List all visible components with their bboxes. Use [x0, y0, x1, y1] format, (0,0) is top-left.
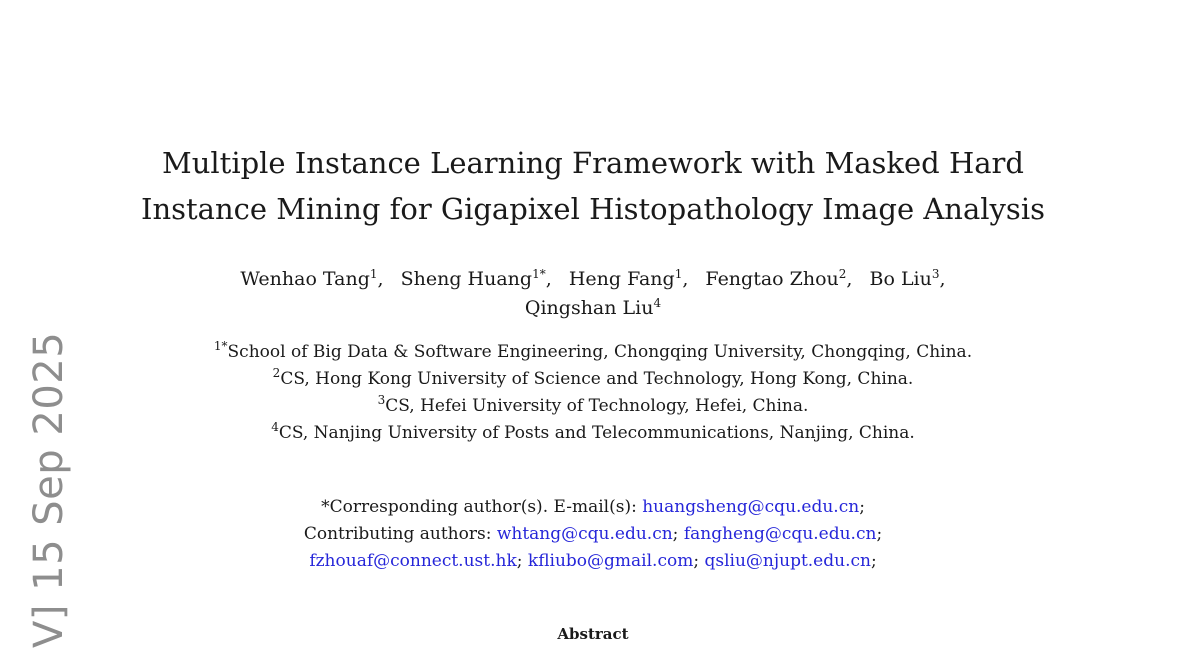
- title-line-2: Instance Mining for Gigapixel Histopathology Image Analysis: [141, 192, 1045, 226]
- affiliation: $^3$CS, Hefei University of Technology, Hefei, China.: [377, 393, 809, 416]
- author: Fengtao Zhou$^2$,: [705, 267, 853, 290]
- author: Bo Liu$^3$,: [869, 267, 946, 290]
- author: Heng Fang$^1$,: [568, 267, 689, 290]
- email-link-fzhouaf[interactable]: fzhouaf@connect.ust.hk: [309, 551, 517, 571]
- paper-title: [0, 140, 1186, 232]
- author: Wenhao Tang$^1$,: [240, 267, 384, 290]
- author-line-1: [0, 265, 1186, 294]
- corresponding-line: *Corresponding author(s). E-mail(s): huangsheng@cqu.edu.cn;: [321, 497, 865, 517]
- title-line-1: Multiple Instance Learning Framework with Masked Hard: [162, 146, 1024, 180]
- author-line-2: [0, 294, 1186, 323]
- email-link-qsliu[interactable]: qsliu@njupt.edu.cn: [704, 551, 871, 571]
- author-list: [0, 265, 1186, 323]
- abstract-heading: Abstract: [557, 625, 629, 643]
- email-link-kfliubo[interactable]: kfliubo@gmail.com: [527, 551, 694, 571]
- affiliation: $^2$CS, Hong Kong University of Science and Technology, Hong Kong, China.: [272, 366, 914, 389]
- author: Qingshan Liu$^4$: [524, 296, 662, 319]
- email-link-whtang[interactable]: whtang@cqu.edu.cn: [496, 524, 673, 544]
- author: Sheng Huang$^{1*}$,: [400, 267, 552, 290]
- email-link-fangheng[interactable]: fangheng@cqu.edu.cn: [683, 524, 877, 544]
- contributing-line-2: fzhouaf@connect.ust.hk; kfliubo@gmail.com; qsliu@njupt.edu.cn;: [309, 551, 877, 571]
- contributing-line-1: Contributing authors: whtang@cqu.edu.cn; fangheng@cqu.edu.cn;: [303, 524, 883, 544]
- email-block: [0, 494, 1186, 575]
- email-link-huangsheng[interactable]: huangsheng@cqu.edu.cn: [642, 497, 860, 517]
- affiliation: $^{1*}$School of Big Data & Software Engineering, Chongqing University, Chongqing, China.: [213, 339, 973, 362]
- affiliation: $^4$CS, Nanjing University of Posts and Telecommunications, Nanjing, China.: [271, 420, 915, 443]
- contributing-label: Contributing authors:: [303, 524, 492, 544]
- corresponding-label: *Corresponding author(s). E-mail(s):: [321, 497, 637, 517]
- affiliation-list: [0, 339, 1186, 447]
- arxiv-side-stamp: V] 15 Sep 2025: [26, 331, 72, 648]
